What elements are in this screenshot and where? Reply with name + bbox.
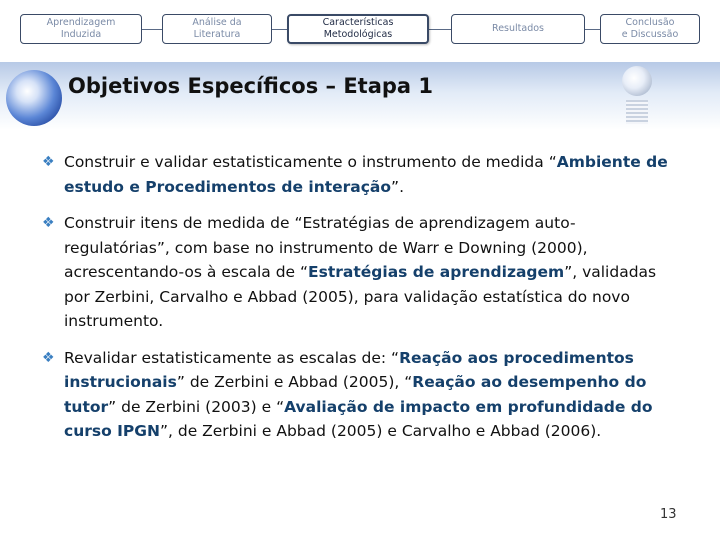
objective-text: ” de Zerbini (2003) e “ <box>108 397 285 416</box>
diamond-bullet-icon: ❖ <box>42 349 55 366</box>
objective-text: Construir itens de medida de “Estratégias de aprendizagem auto-regulatórias”, com base no instrumento de Warr e Downing (2000), acrescentando-os à escala de “ <box>64 214 588 281</box>
blue-orb-icon <box>6 70 62 126</box>
objective-item <box>40 211 680 334</box>
silver-orb-ball <box>622 66 652 96</box>
objective-text: ”, validadas por Zerbini, Carvalho e Abbad (2005), para validação estatística do novo instrumento. <box>64 263 657 330</box>
objective-text: Revalidar estatisticamente as escalas de: “ <box>64 348 400 367</box>
tab-caracteristicas-metodologicas[interactable]: Características Metodológicas <box>287 14 429 44</box>
silver-orb-icon <box>620 66 654 130</box>
highlighted-text: Reação ao desempenho do tutor <box>64 373 647 416</box>
diamond-bullet-icon: ❖ <box>42 215 55 231</box>
slide-title: Objetivos Específicos – Etapa 1 <box>68 74 433 98</box>
tab-resultados[interactable]: Resultados <box>451 14 585 44</box>
diamond-bullet-icon: ❖ <box>42 154 55 170</box>
objective-text: ” de Zerbini e Abbad (2005), “ <box>176 373 413 391</box>
objective-item <box>40 150 680 199</box>
tab-aprendizagem-induzida[interactable]: Aprendizagem Induzida <box>20 14 142 44</box>
highlighted-text: Reação aos procedimentos instrucionais <box>64 348 634 391</box>
highlighted-text: Avaliação de impacto em profundidade do curso IPGN <box>64 397 653 440</box>
objective-text: Construir e validar estatisticamente o instrumento de medida “ <box>64 153 557 171</box>
tab-analise-da-literatura[interactable]: Análise da Literatura <box>162 14 272 44</box>
objective-text: ”, de Zerbini e Abbad (2005) e Carvalho e Abbad (2006). <box>159 422 602 440</box>
silver-orb-rod <box>626 100 648 124</box>
objectives-list <box>40 150 680 456</box>
highlighted-text: Ambiente de estudo e Procedimentos de interação <box>64 153 668 196</box>
objective-item <box>40 346 680 444</box>
page-number: 13 <box>660 507 677 522</box>
objective-text: ”. <box>391 177 405 196</box>
tab-conclusao-e-discussao[interactable]: Conclusão e Discussão <box>600 14 700 44</box>
section-nav <box>20 14 700 46</box>
highlighted-text: Estratégias de aprendizagem <box>308 263 565 281</box>
